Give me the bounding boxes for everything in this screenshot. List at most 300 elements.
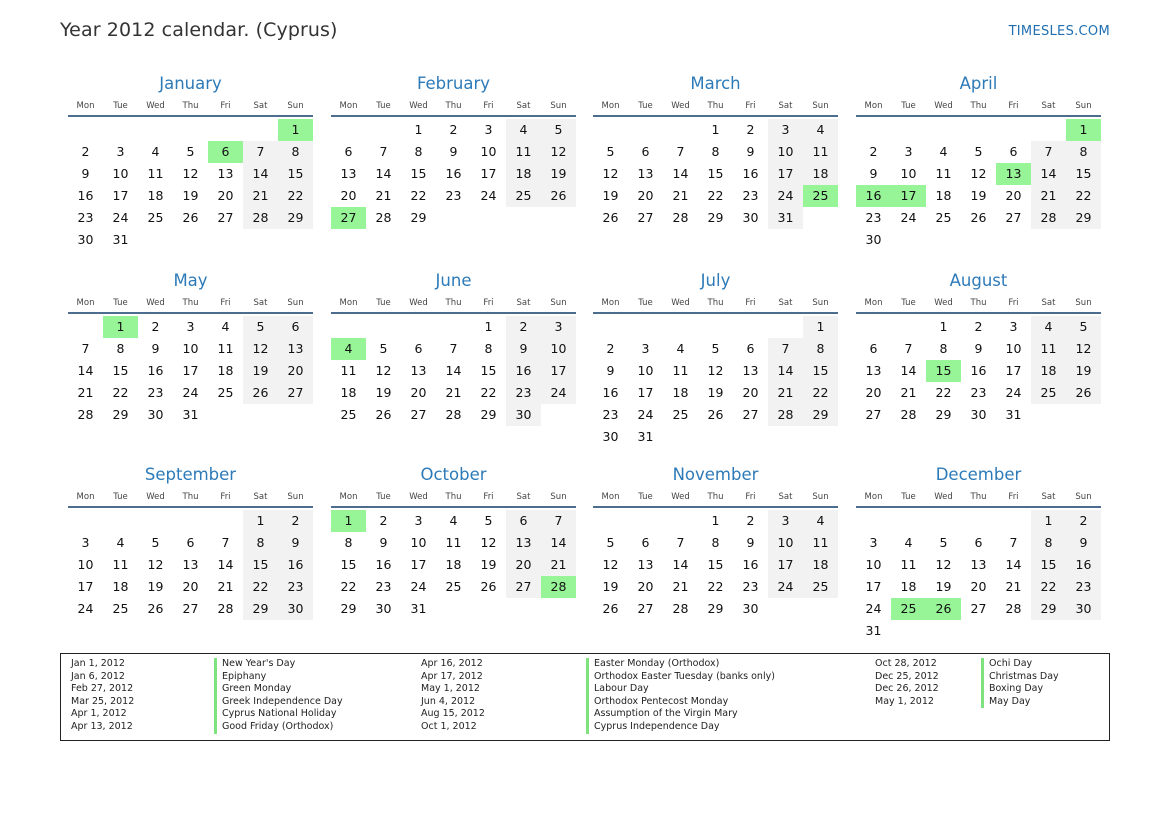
header-rule [593, 312, 838, 314]
empty-cell [243, 119, 278, 141]
day-cell: 1 [243, 510, 278, 532]
day-cell: 10 [77, 557, 94, 572]
empty-cell [506, 598, 541, 620]
holiday-date: May 1, 2012 [421, 683, 480, 695]
day-cell: 10 [410, 535, 427, 550]
empty-cell [961, 229, 996, 251]
weekday-label: Wed [409, 298, 428, 308]
weekday-label: Wed [409, 101, 428, 111]
holiday-name: Labour Day [586, 683, 649, 696]
day-cell: 28 [77, 407, 94, 422]
empty-cell [803, 426, 838, 448]
empty-cell [768, 598, 803, 620]
day-cell: 6 [974, 535, 983, 550]
day-cell: 24 [768, 576, 803, 598]
day-cell: 16 [278, 554, 313, 576]
holiday-date: Oct 28, 2012 [875, 658, 937, 669]
weekday-label: Wed [934, 298, 953, 308]
weekday-header [856, 296, 1101, 310]
day-cell: 5 [379, 341, 388, 356]
empty-cell [593, 119, 628, 141]
day-cell: 22 [803, 382, 838, 404]
day-cell: 24 [1005, 385, 1022, 400]
day-cell: 4 [221, 319, 230, 334]
day-cell: 25 [803, 576, 838, 598]
day-cell: 20 [506, 554, 541, 576]
day-cell: 2 [151, 319, 160, 334]
holiday-name: Cyprus National Holiday [214, 708, 337, 721]
weekday-header [593, 99, 838, 113]
empty-cell [506, 207, 541, 229]
day-cell: 13 [970, 557, 987, 572]
holiday-day-cell: 4 [331, 338, 366, 360]
empty-cell [803, 207, 838, 229]
day-cell: 8 [803, 338, 838, 360]
day-cell: 12 [182, 166, 199, 181]
day-cell: 2 [746, 122, 755, 137]
day-cell: 31 [112, 232, 129, 247]
day-cell: 13 [217, 166, 234, 181]
day-cell: 4 [803, 119, 838, 141]
empty-cell [891, 620, 926, 642]
weekday-label: Fri [745, 492, 756, 502]
day-cell: 3 [641, 341, 650, 356]
day-cell: 29 [278, 207, 313, 229]
holiday-day-cell: 27 [331, 207, 366, 229]
day-cell: 15 [1031, 554, 1066, 576]
day-cell: 28 [672, 601, 689, 616]
day-cell: 18 [147, 188, 164, 203]
holiday-day-cell: 17 [891, 185, 926, 207]
weekday-header [593, 296, 838, 310]
day-cell: 5 [541, 119, 576, 141]
month-title: December [935, 465, 1022, 484]
day-cell: 31 [768, 207, 803, 229]
day-cell: 20 [637, 579, 654, 594]
day-cell: 12 [541, 141, 576, 163]
day-cell: 9 [606, 363, 615, 378]
weekday-label: Tue [638, 298, 653, 308]
day-cell: 16 [445, 166, 462, 181]
day-cell: 31 [1005, 407, 1022, 422]
holiday-name: Boxing Day [981, 683, 1043, 696]
holiday-date: Mar 25, 2012 [71, 695, 135, 707]
weekday-label: Wed [146, 101, 165, 111]
weekday-label: Sat [778, 492, 793, 502]
empty-cell [926, 119, 961, 141]
day-cell: 23 [445, 188, 462, 203]
day-cell: 11 [935, 166, 952, 181]
day-cell: 31 [182, 407, 199, 422]
month-title: August [949, 271, 1008, 290]
day-grid [593, 119, 838, 229]
empty-cell [663, 316, 698, 338]
day-cell: 7 [81, 341, 90, 356]
day-cell: 16 [77, 188, 94, 203]
day-cell: 28 [1031, 207, 1066, 229]
day-cell: 13 [278, 338, 313, 360]
weekday-label: Fri [483, 298, 494, 308]
weekday-label: Thu [970, 101, 987, 111]
day-cell: 10 [865, 557, 882, 572]
weekday-label: Tue [113, 298, 128, 308]
holiday-date: May 1, 2012 [875, 695, 934, 707]
weekday-label: Fri [1008, 101, 1019, 111]
day-cell: 23 [1066, 576, 1101, 598]
day-cell: 27 [217, 210, 234, 225]
day-cell: 4 [506, 119, 541, 141]
month-title: September [144, 465, 237, 484]
day-cell: 18 [935, 188, 952, 203]
day-cell: 4 [449, 513, 458, 528]
weekday-label: Thu [707, 298, 724, 308]
day-cell: 10 [541, 338, 576, 360]
weekday-label: Mon [339, 298, 358, 308]
day-cell: 30 [1066, 598, 1101, 620]
weekday-header [331, 490, 576, 504]
day-cell: 25 [672, 407, 689, 422]
month-title: February [416, 74, 491, 93]
day-cell: 6 [278, 316, 313, 338]
day-cell: 14 [375, 166, 392, 181]
weekday-label: Wed [146, 492, 165, 502]
day-cell: 2 [278, 510, 313, 532]
day-cell: 28 [243, 207, 278, 229]
day-cell: 17 [637, 385, 654, 400]
day-cell: 15 [707, 557, 724, 572]
day-cell: 23 [77, 210, 94, 225]
empty-cell [138, 119, 173, 141]
weekday-label: Fri [1008, 298, 1019, 308]
holiday-day-cell: 28 [541, 576, 576, 598]
empty-cell [961, 510, 996, 532]
weekday-label: Fri [483, 101, 494, 111]
day-cell: 6 [641, 144, 650, 159]
holiday-day-cell: 1 [1066, 119, 1101, 141]
month-november [593, 464, 838, 620]
day-cell: 12 [1066, 338, 1101, 360]
empty-cell [138, 510, 173, 532]
weekday-label: Sat [253, 101, 268, 111]
day-cell: 16 [742, 166, 759, 181]
weekday-label: Mon [76, 298, 95, 308]
day-cell: 3 [414, 513, 423, 528]
holiday-name: May Day [981, 696, 1030, 709]
weekday-label: Mon [339, 101, 358, 111]
day-cell: 24 [541, 382, 576, 404]
day-cell: 22 [112, 385, 129, 400]
holiday-date: Apr 1, 2012 [71, 708, 127, 720]
day-cell: 10 [768, 141, 803, 163]
day-cell: 18 [217, 363, 234, 378]
day-cell: 23 [742, 188, 759, 203]
month-title: July [700, 271, 731, 290]
day-cell: 4 [803, 510, 838, 532]
day-cell: 7 [676, 144, 685, 159]
day-cell: 27 [970, 601, 987, 616]
day-cell: 24 [480, 188, 497, 203]
day-cell: 14 [672, 166, 689, 181]
day-cell: 21 [1031, 185, 1066, 207]
month-title: January [159, 74, 222, 93]
day-grid [68, 510, 313, 620]
holiday-day-cell: 25 [891, 598, 926, 620]
day-cell: 14 [445, 363, 462, 378]
month-july [593, 270, 838, 448]
day-cell: 19 [935, 579, 952, 594]
day-cell: 15 [340, 557, 357, 572]
day-cell: 12 [147, 557, 164, 572]
day-cell: 17 [112, 188, 129, 203]
weekday-label: Thu [707, 101, 724, 111]
day-cell: 6 [1009, 144, 1018, 159]
day-cell: 20 [865, 385, 882, 400]
empty-cell [278, 229, 313, 251]
holiday-column [71, 658, 371, 734]
empty-cell [436, 207, 471, 229]
day-cell: 30 [742, 601, 759, 616]
empty-cell [208, 510, 243, 532]
site-link[interactable]: TIMESLES.COM [1008, 24, 1110, 39]
empty-cell [926, 229, 961, 251]
day-cell: 22 [480, 385, 497, 400]
day-cell: 2 [869, 144, 878, 159]
day-cell: 2 [746, 513, 755, 528]
day-cell: 26 [1066, 382, 1101, 404]
day-cell: 10 [182, 341, 199, 356]
day-cell: 29 [935, 407, 952, 422]
day-cell: 22 [278, 185, 313, 207]
weekday-label: Wed [409, 492, 428, 502]
weekday-label: Wed [934, 101, 953, 111]
weekday-label: Tue [376, 101, 391, 111]
day-cell: 12 [243, 338, 278, 360]
empty-cell [663, 426, 698, 448]
day-cell: 21 [672, 579, 689, 594]
day-cell: 19 [480, 557, 497, 572]
holiday-row [421, 721, 721, 734]
day-cell: 24 [865, 601, 882, 616]
day-cell: 3 [541, 316, 576, 338]
empty-cell [366, 316, 401, 338]
day-cell: 11 [1031, 338, 1066, 360]
day-cell: 20 [637, 188, 654, 203]
month-title: October [420, 465, 487, 484]
day-cell: 24 [410, 579, 427, 594]
day-cell: 17 [480, 166, 497, 181]
day-cell: 3 [1009, 319, 1018, 334]
day-cell: 14 [541, 532, 576, 554]
day-grid [68, 316, 313, 426]
day-cell: 8 [414, 144, 423, 159]
day-cell: 7 [243, 141, 278, 163]
holiday-date: Jan 6, 2012 [71, 670, 125, 682]
month-december [856, 464, 1101, 642]
weekday-label: Wed [934, 492, 953, 502]
day-cell: 5 [243, 316, 278, 338]
day-cell: 21 [77, 385, 94, 400]
day-cell: 3 [904, 144, 913, 159]
day-cell: 6 [746, 341, 755, 356]
empty-cell [173, 510, 208, 532]
day-cell: 9 [506, 338, 541, 360]
day-cell: 8 [1031, 532, 1066, 554]
day-cell: 29 [707, 601, 724, 616]
day-cell: 3 [484, 122, 493, 137]
empty-cell [698, 316, 733, 338]
day-cell: 11 [506, 141, 541, 163]
day-cell: 30 [506, 404, 541, 426]
header-rule [593, 115, 838, 117]
day-cell: 21 [541, 554, 576, 576]
day-cell: 2 [606, 341, 615, 356]
day-cell: 5 [151, 535, 160, 550]
weekday-label: Thu [445, 492, 462, 502]
day-cell: 20 [278, 360, 313, 382]
weekday-label: Thu [970, 298, 987, 308]
day-grid [856, 119, 1101, 251]
holiday-row [71, 658, 371, 671]
day-cell: 18 [1031, 360, 1066, 382]
weekday-label: Thu [182, 492, 199, 502]
empty-cell [996, 229, 1031, 251]
day-cell: 17 [768, 554, 803, 576]
day-cell: 24 [768, 185, 803, 207]
weekday-label: Fri [745, 101, 756, 111]
day-cell: 3 [186, 319, 195, 334]
day-cell: 11 [672, 363, 689, 378]
weekday-label: Tue [113, 101, 128, 111]
day-cell: 25 [147, 210, 164, 225]
day-cell: 11 [900, 557, 917, 572]
day-cell: 20 [742, 385, 759, 400]
weekday-label: Sat [778, 101, 793, 111]
day-cell: 16 [1066, 554, 1101, 576]
day-cell: 13 [637, 166, 654, 181]
day-cell: 26 [707, 407, 724, 422]
weekday-label: Sun [812, 492, 829, 502]
day-cell: 8 [1066, 141, 1101, 163]
day-cell: 29 [1031, 598, 1066, 620]
day-cell: 12 [970, 166, 987, 181]
month-august [856, 270, 1101, 426]
day-cell: 30 [865, 232, 882, 247]
header-rule [68, 312, 313, 314]
day-cell: 5 [484, 513, 493, 528]
day-cell: 14 [1005, 557, 1022, 572]
empty-cell [401, 316, 436, 338]
holiday-date: Aug 15, 2012 [421, 708, 485, 720]
month-title: April [959, 74, 998, 93]
weekday-label: Mon [601, 101, 620, 111]
empty-cell [891, 119, 926, 141]
empty-cell [733, 426, 768, 448]
day-cell: 13 [637, 557, 654, 572]
day-cell: 22 [1031, 576, 1066, 598]
day-cell: 15 [243, 554, 278, 576]
day-cell: 17 [541, 360, 576, 382]
day-cell: 6 [869, 341, 878, 356]
weekday-label: Mon [864, 492, 883, 502]
day-cell: 13 [410, 363, 427, 378]
month-june [331, 270, 576, 426]
day-cell: 26 [480, 579, 497, 594]
day-cell: 15 [480, 363, 497, 378]
day-cell: 13 [865, 363, 882, 378]
month-title: May [173, 271, 208, 290]
day-cell: 7 [541, 510, 576, 532]
day-cell: 21 [768, 382, 803, 404]
day-cell: 19 [602, 579, 619, 594]
day-cell: 17 [410, 557, 427, 572]
day-cell: 18 [803, 163, 838, 185]
empty-cell [961, 620, 996, 642]
day-cell: 20 [182, 579, 199, 594]
day-cell: 27 [742, 407, 759, 422]
day-cell: 1 [711, 122, 720, 137]
empty-cell [663, 119, 698, 141]
empty-cell [891, 229, 926, 251]
empty-cell [856, 510, 891, 532]
day-cell: 27 [637, 210, 654, 225]
day-cell: 2 [379, 513, 388, 528]
day-cell: 8 [278, 141, 313, 163]
empty-cell [331, 316, 366, 338]
day-cell: 30 [278, 598, 313, 620]
day-cell: 28 [375, 210, 392, 225]
day-cell: 4 [1031, 316, 1066, 338]
weekday-label: Tue [901, 492, 916, 502]
holiday-column [421, 658, 775, 734]
day-cell: 15 [707, 166, 724, 181]
day-cell: 25 [112, 601, 129, 616]
empty-cell [436, 598, 471, 620]
day-cell: 26 [970, 210, 987, 225]
empty-cell [593, 316, 628, 338]
month-may [68, 270, 313, 426]
holiday-date: Jun 4, 2012 [421, 695, 476, 707]
day-cell: 11 [340, 363, 357, 378]
empty-cell [541, 598, 576, 620]
holiday-row [71, 696, 371, 709]
day-cell: 26 [541, 185, 576, 207]
day-cell: 25 [340, 407, 357, 422]
day-cell: 9 [746, 144, 755, 159]
day-cell: 18 [803, 554, 838, 576]
day-cell: 29 [1066, 207, 1101, 229]
weekday-label: Sun [287, 101, 304, 111]
holiday-row [421, 670, 775, 684]
empty-cell [1031, 119, 1066, 141]
holiday-date: Feb 27, 2012 [71, 683, 134, 695]
day-cell: 15 [410, 166, 427, 181]
day-cell: 7 [221, 535, 230, 550]
header-rule [331, 506, 576, 508]
day-cell: 15 [112, 363, 129, 378]
empty-cell [996, 119, 1031, 141]
holiday-name: Christmas Day [981, 671, 1059, 684]
holiday-name: Orthodox Pentecost Monday [586, 696, 728, 709]
day-cell: 21 [217, 579, 234, 594]
day-cell: 30 [147, 407, 164, 422]
empty-cell [961, 119, 996, 141]
day-cell: 29 [707, 210, 724, 225]
weekday-label: Mon [601, 492, 620, 502]
holiday-name: Assumption of the Virgin Mary [586, 708, 738, 721]
empty-cell [856, 316, 891, 338]
day-cell: 24 [900, 210, 917, 225]
empty-cell [208, 404, 243, 426]
